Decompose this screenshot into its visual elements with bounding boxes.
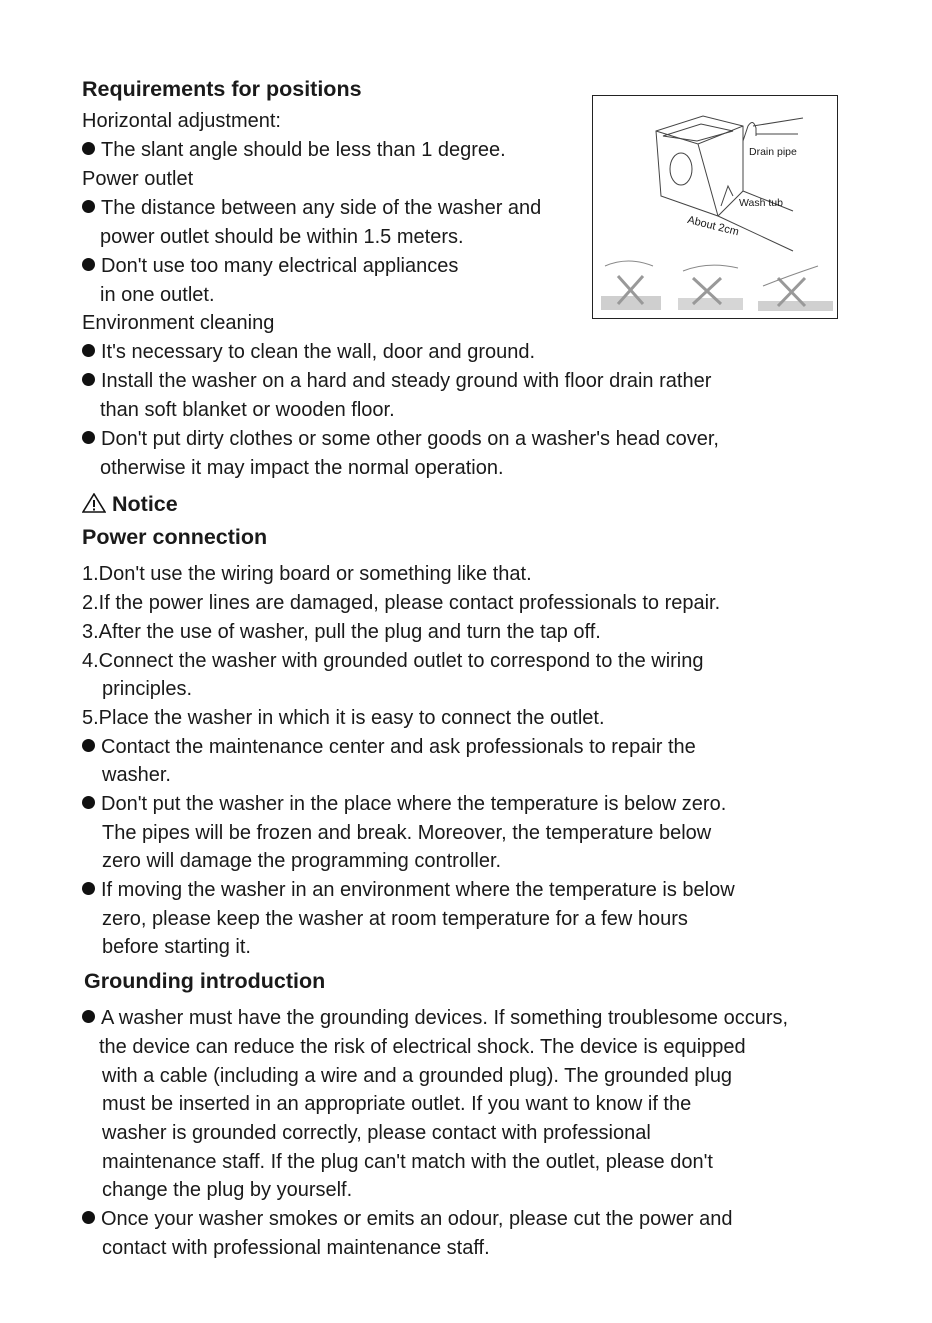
section-title-power: Power connection — [82, 525, 268, 549]
power-item-3: 3.After the use of washer, pull the plug and turn the tap off. — [82, 621, 601, 643]
washer-front-edge — [698, 144, 718, 216]
grounding-cont-3: must be inserted in an appropriate outlet. If you want to know if the — [102, 1093, 692, 1115]
bullet-temperature-cont-1: The pipes will be frozen and break. Moreover, the temperature below — [102, 822, 712, 844]
washer-door — [670, 153, 692, 185]
washer-lid — [663, 124, 733, 141]
about-2cm-label: About 2cm — [686, 214, 741, 239]
bullet-distance — [82, 196, 541, 220]
bullet-moving-cont-2: before starting it. — [102, 936, 251, 958]
bullet-maintenance-cont: washer. — [102, 764, 171, 786]
power-item-2: 2.If the power lines are damaged, please contact professionals to repair. — [82, 592, 721, 614]
bullet-text: If moving the washer in an environment where the temperature is below — [101, 879, 735, 901]
grounding-cont-4: washer is grounded correctly, please contact with professional — [102, 1122, 651, 1144]
bullet-dot — [82, 882, 95, 895]
grounding-cont-5: maintenance staff. If the plug can't match with the outlet, please don't — [102, 1151, 713, 1173]
bullet-text: Don't use too many electrical appliances — [101, 255, 459, 277]
squiggle-1 — [605, 261, 653, 266]
bullet-install — [82, 369, 711, 393]
environment-cleaning-label: Environment cleaning — [82, 312, 275, 334]
power-item-5: 5.Place the washer in which it is easy to connect the outlet. — [82, 707, 605, 729]
bullet-text: Once your washer smokes or emits an odour, please cut the power and — [101, 1208, 733, 1230]
power-item-1: 1.Don't use the wiring board or something like that. — [82, 563, 532, 585]
bullet-text: The distance between any side of the washer and — [101, 197, 542, 219]
section-title-positions: Requirements for positions — [82, 77, 362, 101]
bullet-dot — [82, 142, 95, 155]
bullet-dot — [82, 739, 95, 752]
bullet-dot — [82, 1010, 95, 1023]
bullet-dot — [82, 431, 95, 444]
bullet-dot — [82, 344, 95, 357]
floor-1 — [601, 296, 661, 310]
wash-tub-label: Wash tub — [739, 197, 783, 209]
bullet-dot — [82, 258, 95, 271]
bullet-dot — [82, 373, 95, 386]
bullet-text: Install the washer on a hard and steady ground with floor drain rather — [101, 370, 712, 392]
bullet-text: The slant angle should be less than 1 degree. — [101, 139, 506, 161]
power-outlet-label: Power outlet — [82, 168, 194, 190]
floor-2 — [678, 298, 743, 310]
bullet-clean — [82, 340, 535, 364]
washer-top-edge — [656, 126, 743, 144]
bullet-text: Contact the maintenance center and ask professionals to repair the — [101, 736, 696, 758]
grounding-cont-2: with a cable (including a wire and a grounded plug). The grounded plug — [102, 1065, 733, 1087]
drain-pipe-shape — [743, 122, 756, 141]
grounding-cont-1: the device can reduce the risk of electrical shock. The device is equipped — [99, 1036, 746, 1058]
grounding-cont-6: change the plug by yourself. — [102, 1179, 353, 1201]
bullet-text: It's necessary to clean the wall, door and ground. — [101, 341, 536, 363]
warning-icon — [82, 493, 106, 513]
bullet-dot — [82, 200, 95, 213]
bullet-grounding — [82, 1006, 788, 1030]
bullet-install-cont: than soft blanket or wooden floor. — [100, 399, 395, 421]
bullet-moving-cont-1: zero, please keep the washer at room temperature for a few hours — [102, 908, 688, 930]
bullet-smoke — [82, 1207, 732, 1231]
bullet-text: Don't put dirty clothes or some other goods on a washer's head cover, — [101, 428, 719, 450]
bullet-dot — [82, 796, 95, 809]
bullet-smoke-cont: contact with professional maintenance staff. — [102, 1237, 490, 1259]
washer-illustration — [593, 96, 839, 320]
power-item-4: 4.Connect the washer with grounded outlet to correspond to the wiring — [82, 650, 704, 672]
bullet-appliances-cont: in one outlet. — [100, 284, 215, 306]
drain-pipe-label: Drain pipe — [749, 146, 797, 158]
bullet-maintenance — [82, 735, 696, 759]
floor-3 — [758, 301, 833, 311]
bullet-temperature — [82, 792, 726, 816]
bullet-text: Don't put the washer in the place where the temperature is below zero. — [101, 793, 727, 815]
washer-placement-figure — [592, 95, 838, 319]
bullet-moving — [82, 878, 735, 902]
bullet-dirty — [82, 427, 719, 451]
bullet-slant — [82, 138, 506, 162]
notice-title: Notice — [112, 492, 178, 516]
squiggle-2 — [683, 265, 738, 271]
bullet-dirty-cont: otherwise it may impact the normal operation. — [100, 457, 504, 479]
bullet-text: A washer must have the grounding devices. If something troublesome occurs, — [101, 1007, 789, 1029]
section-title-grounding: Grounding introduction — [84, 969, 326, 993]
bullet-dot — [82, 1211, 95, 1224]
horizontal-adjustment-label: Horizontal adjustment: — [82, 110, 281, 132]
bullet-appliances — [82, 254, 458, 278]
power-item-4-cont: principles. — [102, 678, 193, 700]
bullet-temperature-cont-2: zero will damage the programming controller. — [102, 850, 502, 872]
notice-heading — [82, 492, 178, 516]
bullet-distance-cont: power outlet should be within 1.5 meters. — [100, 226, 464, 248]
squiggle-3 — [763, 266, 818, 286]
